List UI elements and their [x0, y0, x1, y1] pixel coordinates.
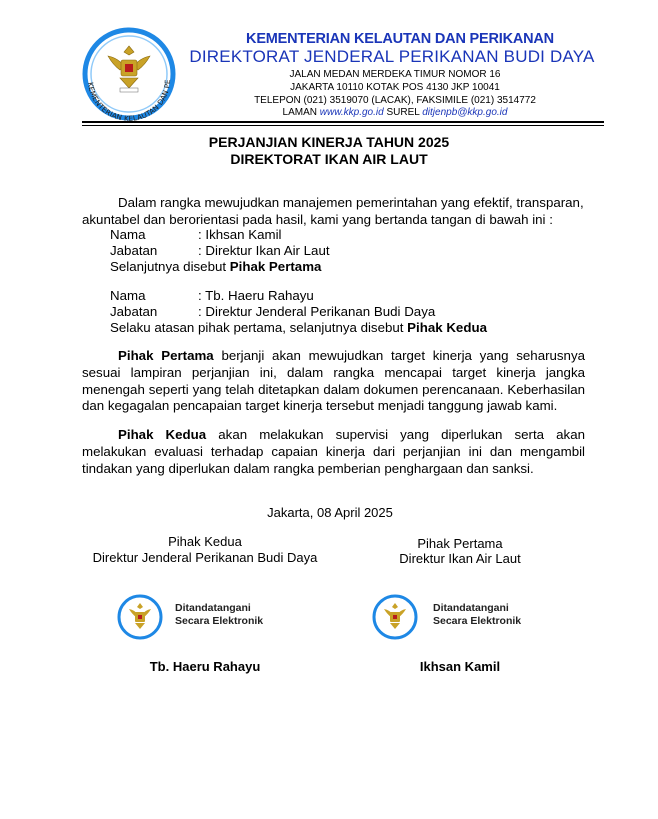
paragraph1-lead: Pihak Pertama	[118, 348, 214, 363]
address-line-2: JAKARTA 10110 KOTAK POS 4130 JKP 10041	[290, 82, 500, 93]
phone-line: TELEPON (021) 3519070 (LACAK), FAKSIMILE (021) 3514772	[254, 95, 536, 106]
right-stamp-line-2: Secara Elektronik	[433, 615, 522, 627]
party1-position-row	[110, 243, 330, 258]
email-link[interactable]: ditjenpb@kkp.go.id	[422, 107, 508, 118]
ministry-name: KEMENTERIAN KELAUTAN DAN PERIKANAN	[246, 31, 554, 47]
paragraph-commitment	[82, 348, 585, 415]
party2-designation-label: Pihak Kedua	[407, 320, 487, 335]
right-sign-title: Direktur Ikan Air Laut	[399, 551, 521, 566]
party1-designation	[110, 259, 321, 274]
paragraph-supervision	[82, 427, 585, 477]
document-subtitle: DIREKTORAT IKAN AIR LAUT	[230, 151, 428, 167]
website-link[interactable]: www.kkp.go.id	[319, 107, 384, 118]
party1-name-label: Nama	[110, 227, 146, 242]
contact-line	[200, 107, 590, 118]
party2-designation	[110, 320, 487, 335]
party2-position-label: Jabatan	[110, 304, 158, 319]
paragraph2-text: akan melakukan supervisi yang diperlukan serta akan melakukan evaluasi terhadap capaian kinerja dari perjanjian ini dan mengambil tindakan yang diperlukan dalam rangka pemberian penghargaan dan sanksi.	[82, 427, 585, 476]
party1-position-value: : Direktur Ikan Air Laut	[198, 243, 330, 258]
left-stamp-line-1: Ditandatangani	[175, 602, 251, 614]
party1-name-row	[110, 227, 282, 242]
document-title: PERJANJIAN KINERJA TAHUN 2025	[208, 134, 450, 150]
right-esign-stamp	[370, 590, 530, 650]
party1-designation-label: Pihak Pertama	[229, 259, 322, 274]
directorate-name: DIREKTORAT JENDERAL PERIKANAN BUDI DAYA	[189, 47, 595, 66]
left-stamp-line-2: Secara Elektronik	[175, 615, 264, 627]
party2-name-label: Nama	[110, 288, 146, 303]
kkp-seal-icon	[370, 592, 420, 642]
letterhead-rule-thick	[82, 121, 604, 123]
kkp-emblem-icon	[70, 22, 188, 130]
party2-position-value: : Direktur Jenderal Perikanan Budi Daya	[198, 304, 436, 319]
paragraph2-lead: Pihak Kedua	[118, 427, 207, 442]
party2-position-row	[110, 304, 435, 319]
web-label: LAMAN	[282, 107, 317, 118]
svg-text:KEMENTERIAN KELAUTAN DAN PERIK: KEMENTERIAN KELAUTAN DAN PE	[86, 79, 173, 124]
ministry-logo	[70, 22, 188, 130]
intro-line-2: akuntabel dan berorientasi pada hasil, kami yang bertanda tangan di bawah ini :	[82, 212, 553, 227]
right-sign-role: Pihak Pertama	[417, 536, 503, 551]
address-line-1: JALAN MEDAN MERDEKA TIMUR NOMOR 16	[289, 69, 501, 80]
party1-position-label: Jabatan	[110, 243, 158, 258]
right-stamp-line-1: Ditandatangani	[433, 602, 509, 614]
letterhead-rule-thin	[82, 125, 604, 126]
paragraph1-text: berjanji akan mewujudkan target kinerja yang seharusnya sesuai lampiran perjanjian ini, dalam rangka mencapai target kinerja jangka menengah seperti yang telah ditetapkan dalam dokumen perencanaan. Keberhasilan dan kegagalan pencapaian target kinerja tersebut menjadi tanggung jawab kami.	[82, 348, 585, 414]
place-date: Jakarta, 08 April 2025	[267, 505, 393, 520]
kkp-seal-icon	[115, 592, 165, 642]
left-signer-name: Tb. Haeru Rahayu	[149, 659, 261, 674]
left-sign-role: Pihak Kedua	[168, 534, 242, 549]
right-signer-name: Ikhsan Kamil	[419, 659, 501, 674]
party2-designation-prefix: Selaku atasan pihak pertama, selanjutnya disebut	[110, 320, 408, 335]
party2-name-value: : Tb. Haeru Rahayu	[198, 288, 314, 303]
party1-designation-prefix: Selanjutnya disebut	[110, 259, 230, 274]
left-sign-title: Direktur Jenderal Perikanan Budi Daya	[92, 550, 318, 565]
intro-line-1: Dalam rangka mewujudkan manajemen pemerintahan yang efektif, transparan,	[118, 195, 584, 210]
email-label: SUREL	[386, 107, 420, 118]
party2-name-row	[110, 288, 314, 303]
party1-name-value: : Ikhsan Kamil	[198, 227, 282, 242]
left-esign-stamp	[115, 590, 275, 650]
